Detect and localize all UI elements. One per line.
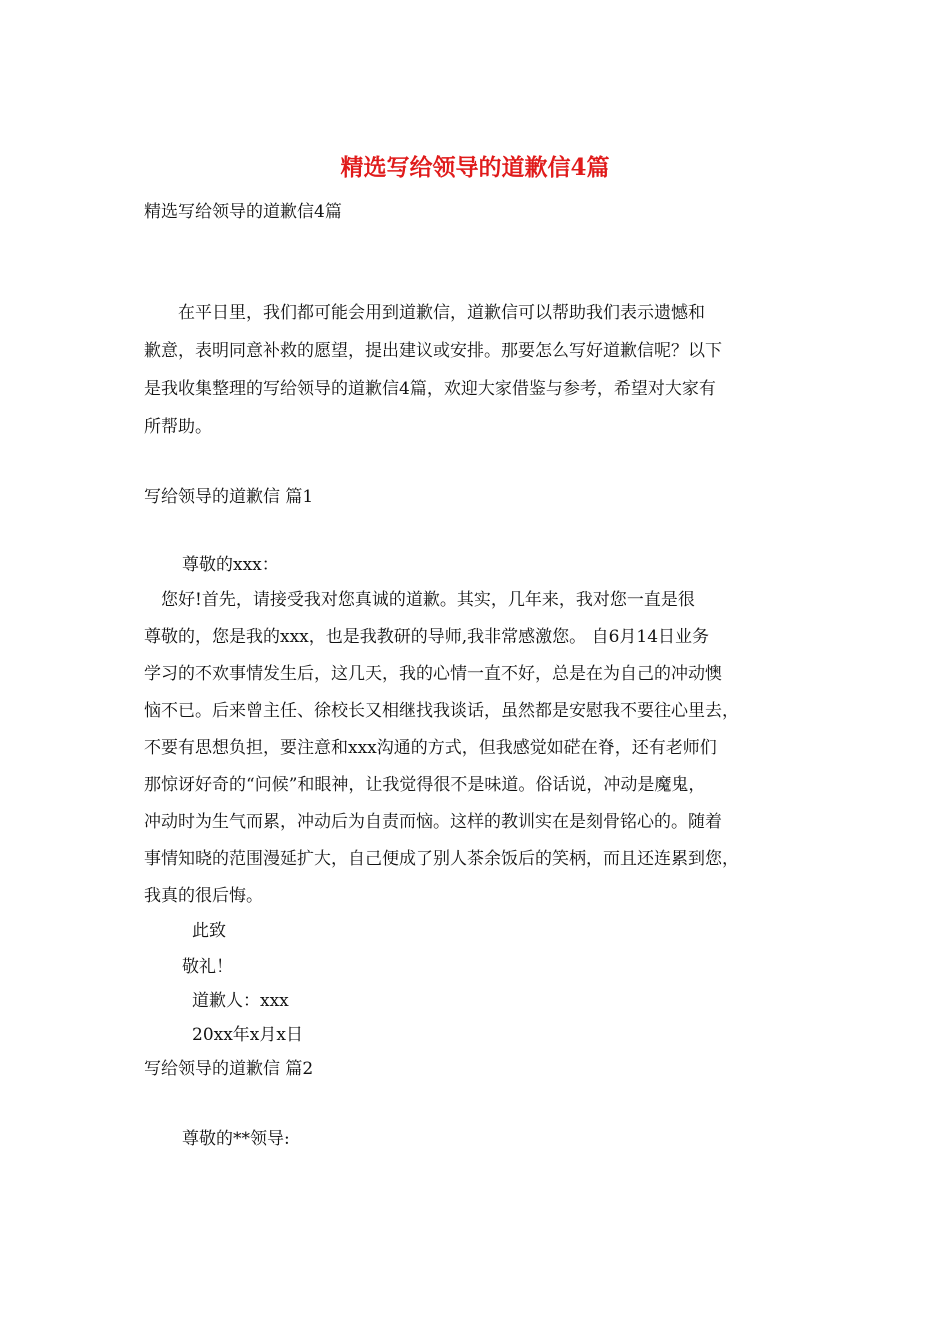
section-2-heading: 写给领导的道歉信 篇2	[144, 1059, 314, 1079]
intro-line: 在平日里，我们都可能会用到道歉信，道歉信可以帮助我们表示遗憾和	[144, 303, 705, 323]
body-line: 我真的很后悔。	[144, 886, 263, 906]
intro-line: 所帮助。	[144, 417, 212, 437]
signer-line: 道歉人：xxx	[192, 991, 289, 1011]
body-line: 那惊讶好奇的“问候”和眼神，让我觉得很不是味道。俗话说，冲动是魔鬼，	[144, 775, 706, 795]
date-line: 20xx年x月x日	[192, 1025, 303, 1045]
intro-line: 歉意，表明同意补救的愿望，提出建议或安排。那要怎么写好道歉信呢？以下	[144, 341, 722, 361]
body-line: 学习的不欢事情发生后，这几天，我的心情一直不好，总是在为自己的冲动懊	[144, 664, 722, 684]
body-line: 冲动时为生气而累，冲动后为自责而恼。这样的教训实在是刻骨铭心的。随着	[144, 812, 722, 832]
document-subtitle: 精选写给领导的道歉信4篇	[144, 202, 342, 222]
body-line: 尊敬的，您是我的xxx，也是我教研的导师,我非常感激您。 自6月14日业务	[144, 627, 710, 647]
body-line: 不要有思想负担，要注意和xxx沟通的方式，但我感觉如硭在脊，还有老师们	[144, 738, 717, 758]
section-1-body	[144, 582, 809, 915]
section-1-salutation: 尊敬的xxx：	[182, 555, 279, 575]
document-title: 精选写给领导的道歉信4篇	[340, 154, 610, 181]
closing-line-2: 敬礼！	[182, 957, 233, 977]
section-1-heading: 写给领导的道歉信 篇1	[144, 487, 314, 507]
body-line: 恼不已。后来曾主任、徐校长又相继找我谈话，虽然都是安慰我不要往心里去，	[144, 701, 739, 721]
body-line: 事情知晓的范围漫延扩大，自己便成了别人茶余饭后的笑柄，而且还连累到您，	[144, 849, 739, 869]
intro-line: 是我收集整理的写给领导的道歉信4篇，欢迎大家借鉴与参考，希望对大家有	[144, 379, 716, 399]
closing-line-1: 此致	[192, 921, 226, 941]
body-line: 您好!首先，请接受我对您真诚的道歉。其实，几年来，我对您一直是很	[144, 590, 695, 610]
intro-paragraph	[144, 294, 809, 446]
section-2-salutation: 尊敬的**领导:	[182, 1129, 290, 1149]
